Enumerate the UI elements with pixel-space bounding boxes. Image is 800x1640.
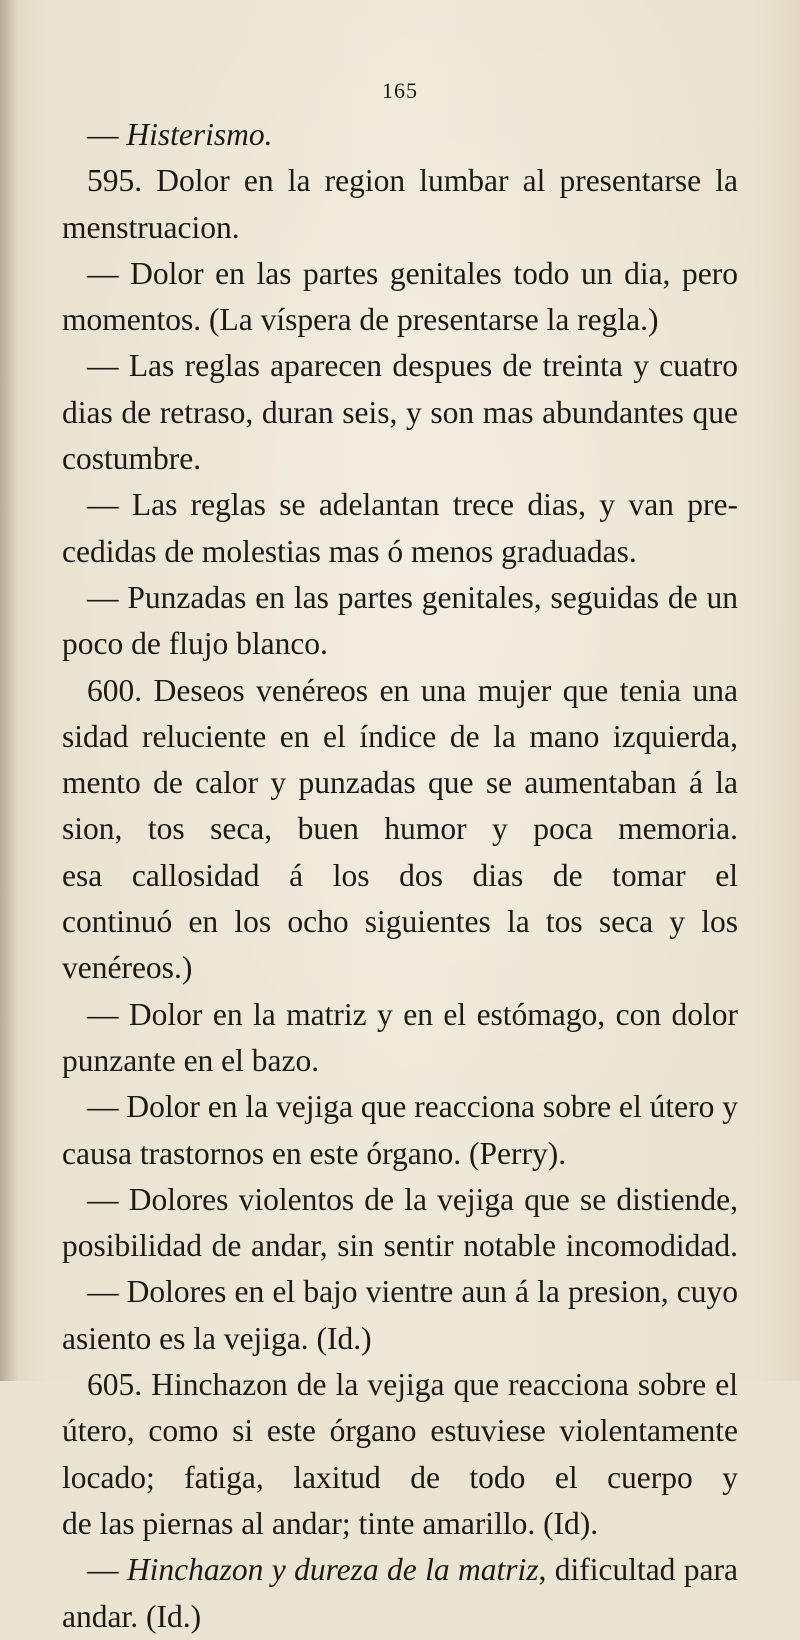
text-segment: 605. Hinchazon de la vejiga que reacciona sobre el <box>87 1367 738 1403</box>
text-segment: sion, tos seca, buen humor y poca memoria. <box>62 811 738 847</box>
text-segment: locado; fatiga, laxitud de todo el cuerpo y <box>62 1459 738 1495</box>
text-segment: — Dolor en la matriz y en el estómago, con dolor <box>87 996 738 1032</box>
text-line <box>62 297 738 343</box>
italic-text-segment: Histerismo. <box>126 117 273 152</box>
text-segment: andar. (Id.) <box>62 1598 202 1634</box>
text-segment: sidad reluciente en el índice de la mano izquierda, <box>62 718 738 754</box>
text-segment: 600. Deseos venéreos en una mujer que tenia una <box>87 672 738 708</box>
text-segment: — Dolor en la vejiga que reacciona sobre el útero y <box>87 1089 738 1125</box>
text-segment: de las piernas al andar; tinte amarillo. (Id). <box>62 1505 599 1541</box>
text-line <box>62 945 738 991</box>
text-line <box>62 529 738 575</box>
text-line <box>62 1223 738 1269</box>
text-line <box>62 205 738 251</box>
text-segment: 595. Dolor en la region lumbar al presentarse la <box>87 163 738 199</box>
text-line <box>62 1131 738 1177</box>
text-segment: momentos. (La víspera de presentarse la regla.) <box>62 302 659 338</box>
text-line <box>62 1316 738 1362</box>
text-segment: cedidas de molestias mas ó menos graduadas. <box>62 533 637 569</box>
text-segment: continuó en los ocho siguientes la tos seca y los <box>62 904 738 940</box>
text-line <box>62 760 738 806</box>
text-line <box>62 1038 738 1084</box>
text-line <box>62 1177 738 1223</box>
text-line <box>62 482 738 528</box>
text-segment: — Las reglas aparecen despues de treinta y cuatro <box>87 348 738 384</box>
text-line <box>62 343 738 389</box>
text-line <box>62 1547 738 1593</box>
page-number: 165 <box>382 78 418 103</box>
text-line <box>62 575 738 621</box>
text-segment: mento de calor y punzadas que se aumentaban á la <box>62 765 738 801</box>
text-segment: dias de retraso, duran seis, y son mas abundantes que <box>62 394 738 430</box>
text-segment: , dificultad para <box>538 1552 738 1588</box>
text-segment: punzante en el bazo. <box>62 1042 320 1078</box>
text-line <box>62 1269 738 1315</box>
text-segment: útero, como si este órgano estuviese violentamente <box>62 1413 738 1449</box>
text-segment: — <box>87 1552 127 1588</box>
text-line <box>62 1084 738 1130</box>
text-line <box>62 1362 738 1408</box>
text-segment: menstruacion. <box>62 209 240 245</box>
page-gutter-shadow <box>0 0 18 1381</box>
text-segment: — Dolores violentos de la vejiga que se distiende, <box>87 1181 738 1217</box>
text-line <box>62 899 738 945</box>
text-segment: asiento es la vejiga. (Id.) <box>62 1320 372 1356</box>
text-segment: esa callosidad á los dos dias de tomar el <box>62 857 738 893</box>
text-segment: — Punzadas en las partes genitales, seguidas de un <box>87 579 738 615</box>
text-line <box>62 992 738 1038</box>
text-line <box>62 806 738 852</box>
page-body-text <box>62 112 738 1640</box>
italic-text-segment: Hinchazon y dureza de la matriz <box>126 1552 539 1588</box>
text-line <box>62 1501 738 1547</box>
text-line <box>62 158 738 204</box>
text-line <box>62 1455 738 1501</box>
text-segment: — Las reglas se adelantan trece dias, y van pre- <box>87 487 738 523</box>
text-line <box>62 112 738 158</box>
text-segment: causa trastornos en este órgano. (Perry). <box>62 1135 567 1171</box>
text-segment: — Dolor en las partes genitales todo un dia, pero <box>87 255 738 291</box>
text-segment: — <box>87 117 127 152</box>
text-segment: costumbre. <box>62 441 202 477</box>
text-segment: — Dolores en el bajo vientre aun á la presion, cuyo <box>87 1274 738 1310</box>
text-line <box>62 714 738 760</box>
text-line <box>62 621 738 667</box>
text-segment: venéreos.) <box>62 950 193 986</box>
text-line <box>62 251 738 297</box>
text-line <box>62 668 738 714</box>
text-line <box>62 853 738 899</box>
text-line <box>62 436 738 482</box>
text-line <box>62 1408 738 1454</box>
text-line <box>62 390 738 436</box>
text-segment: poco de flujo blanco. <box>62 626 328 662</box>
text-segment: posibilidad de andar, sin sentir notable incomodidad. <box>62 1228 738 1264</box>
text-line <box>62 1594 738 1640</box>
